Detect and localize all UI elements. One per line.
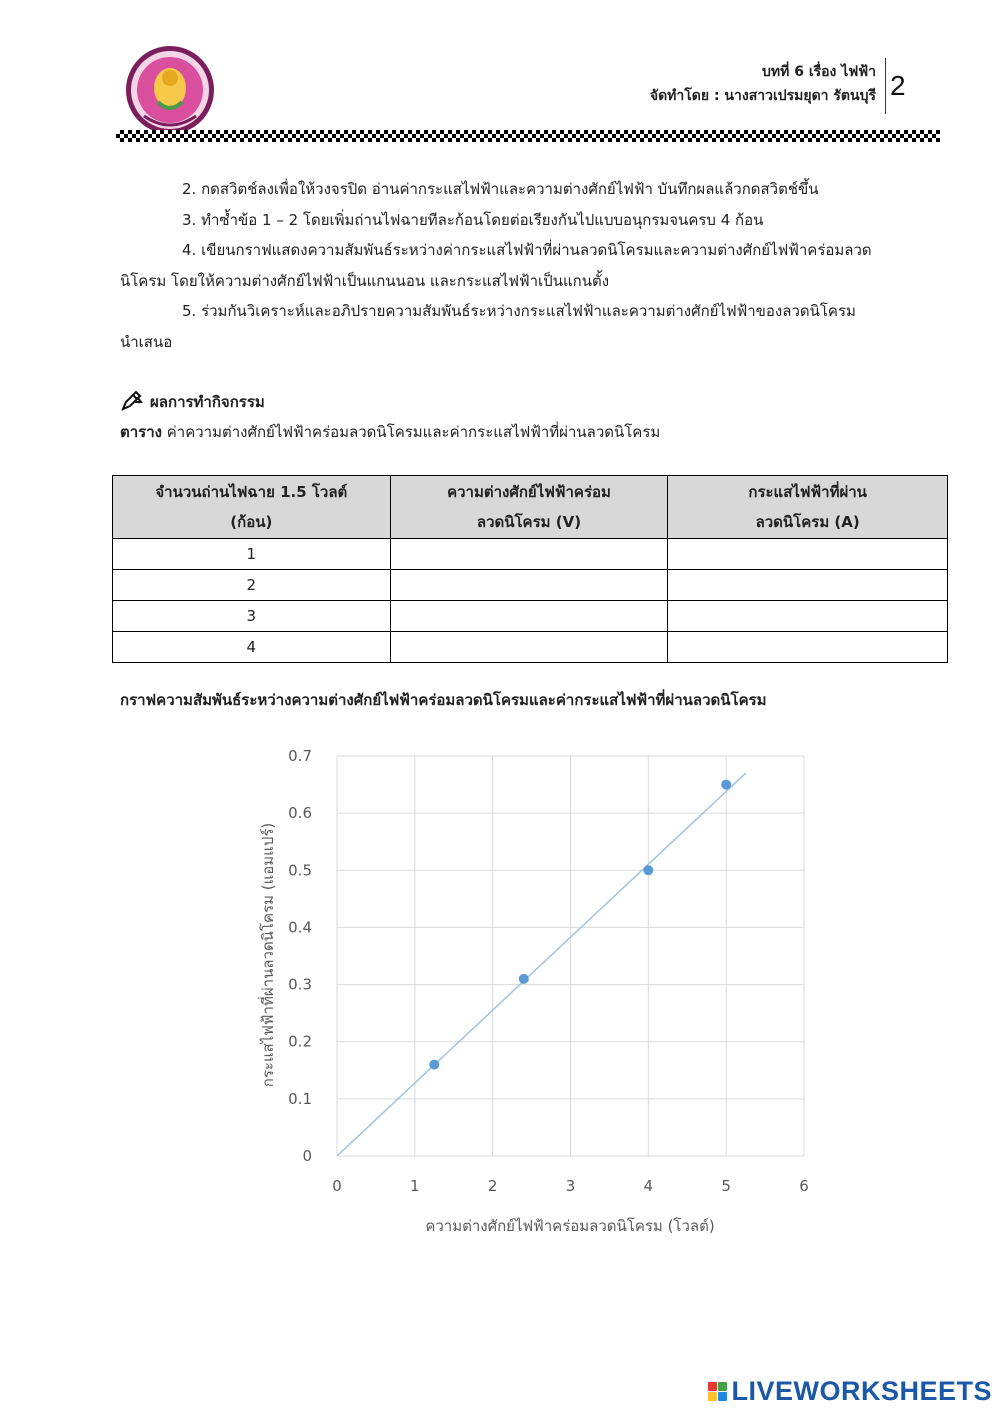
table-header-row xyxy=(113,476,948,539)
data-point xyxy=(721,780,731,790)
voltage-input-cell[interactable] xyxy=(390,601,668,632)
x-tick-label: 0 xyxy=(332,1177,342,1195)
pencil-arrow-icon xyxy=(120,388,144,416)
voltage-input-cell[interactable] xyxy=(390,539,668,570)
author-line: จัดทำโดย : นางสาวเปรมยุดา รัตนบุรี xyxy=(649,88,876,104)
current-input-cell[interactable] xyxy=(668,570,948,601)
y-tick-label: 0 xyxy=(302,1147,312,1165)
x-axis-label: ความต่างศักย์ไฟฟ้าคร่อมลวดนิโครม (โวลต์) xyxy=(425,1217,715,1235)
battery-count-cell: 2 xyxy=(113,570,391,601)
table-caption xyxy=(120,420,660,444)
battery-count-cell: 3 xyxy=(113,601,391,632)
step-4: 4. เขียนกราฟแสดงความสัมพันธ์ระหว่างค่ากระแสไฟฟ้าที่ผ่านลวดนิโครมและความต่างศักย์ไฟฟ้าคร่อมลวด xyxy=(182,241,872,259)
step-5-continued: นำเสนอ xyxy=(120,332,173,351)
current-input-cell[interactable] xyxy=(668,539,948,570)
table-label: ตาราง xyxy=(120,423,162,441)
table-row xyxy=(113,539,948,570)
watermark-text: LIVEWORKSHEETS xyxy=(731,1376,992,1406)
battery-count-cell: 4 xyxy=(113,632,391,663)
table-row xyxy=(113,632,948,663)
voltage-input-cell[interactable] xyxy=(390,632,668,663)
y-axis-label: กระแสไฟฟ้าที่ผ่านลวดนิโครม (แอมแปร์) xyxy=(259,822,277,1088)
current-input-cell[interactable] xyxy=(668,601,948,632)
y-tick-label: 0.1 xyxy=(288,1089,312,1108)
y-tick-label: 0.2 xyxy=(288,1032,312,1051)
y-tick-label: 0.3 xyxy=(288,975,312,994)
data-point xyxy=(643,865,653,875)
voltage-input-cell[interactable] xyxy=(390,570,668,601)
results-heading xyxy=(120,388,265,416)
x-tick-label: 5 xyxy=(721,1177,731,1195)
header-voltage: ความต่างศักย์ไฟฟ้าคร่อม ลวดนิโครม (V) xyxy=(390,476,668,539)
procedure-steps xyxy=(120,174,930,357)
table-caption-text: ค่าความต่างศักย์ไฟฟ้าคร่อมลวดนิโครมและค่ากระแสไฟฟ้าที่ผ่านลวดนิโครม xyxy=(161,423,661,441)
step-2: 2. กดสวิตช์ลงเพื่อให้วงจรปิด อ่านค่ากระแสไฟฟ้าและความต่างศักย์ไฟฟ้า บันทึกผลแล้วกดสวิตช์ขึ้น xyxy=(182,180,819,198)
y-tick-label: 0.5 xyxy=(288,861,312,880)
x-tick-label: 2 xyxy=(487,1177,498,1195)
x-tick-label: 4 xyxy=(643,1177,654,1195)
lesson-title: บทที่ 6 เรื่อง ไฟฟ้า xyxy=(762,64,876,80)
document-header xyxy=(650,60,876,108)
header-divider xyxy=(116,130,940,142)
step-4-continued: นิโครม โดยให้ความต่างศักย์ไฟฟ้าเป็นแกนนอน และกระแสไฟฟ้าเป็นแกนตั้ง xyxy=(120,271,610,290)
results-heading-text: ผลการทำกิจกรรม xyxy=(150,393,265,411)
step-5: 5. ร่วมกันวิเคราะห์และอภิปรายความสัมพันธ์ระหว่างกระแสไฟฟ้าและความต่างศักย์ไฟฟ้าของลวดนิโครม xyxy=(182,302,856,320)
y-tick-label: 0.6 xyxy=(288,804,312,823)
chart-ticks xyxy=(288,747,809,1195)
x-tick-label: 3 xyxy=(565,1177,576,1195)
header-battery-count: จำนวนถ่านไฟฉาย 1.5 โวลต์ (ก้อน) xyxy=(113,476,391,539)
header-current: กระแสไฟฟ้าที่ผ่าน ลวดนิโครม (A) xyxy=(668,476,948,539)
graph-title: กราฟความสัมพันธ์ระหว่างความต่างศักย์ไฟฟ้าคร่อมลวดนิโครมและค่ากระแสไฟฟ้าที่ผ่านลวดนิโครม xyxy=(120,691,767,709)
liveworksheets-watermark xyxy=(708,1376,992,1407)
school-logo xyxy=(124,44,216,136)
data-point xyxy=(429,1060,439,1070)
battery-count-cell: 1 xyxy=(113,539,391,570)
x-tick-label: 6 xyxy=(799,1177,809,1195)
trendline xyxy=(337,773,746,1156)
results-table xyxy=(112,475,948,663)
chart-grid xyxy=(337,756,804,1156)
page-number: 2 xyxy=(885,58,906,114)
table-row xyxy=(113,601,948,632)
step-3: 3. ทำซ้ำข้อ 1 – 2 โดยเพิ่มถ่านไฟฉายทีละก้อนโดยต่อเรียงกันไปแบบอนุกรมจนครบ 4 ก้อน xyxy=(182,210,764,229)
liveworksheets-logo-icon xyxy=(708,1382,727,1401)
current-input-cell[interactable] xyxy=(668,632,948,663)
y-tick-label: 0.4 xyxy=(288,918,312,937)
chart-marks xyxy=(337,773,746,1156)
data-point xyxy=(519,974,529,984)
x-tick-label: 1 xyxy=(410,1177,420,1195)
table-row xyxy=(113,570,948,601)
y-tick-label: 0.7 xyxy=(288,747,312,765)
